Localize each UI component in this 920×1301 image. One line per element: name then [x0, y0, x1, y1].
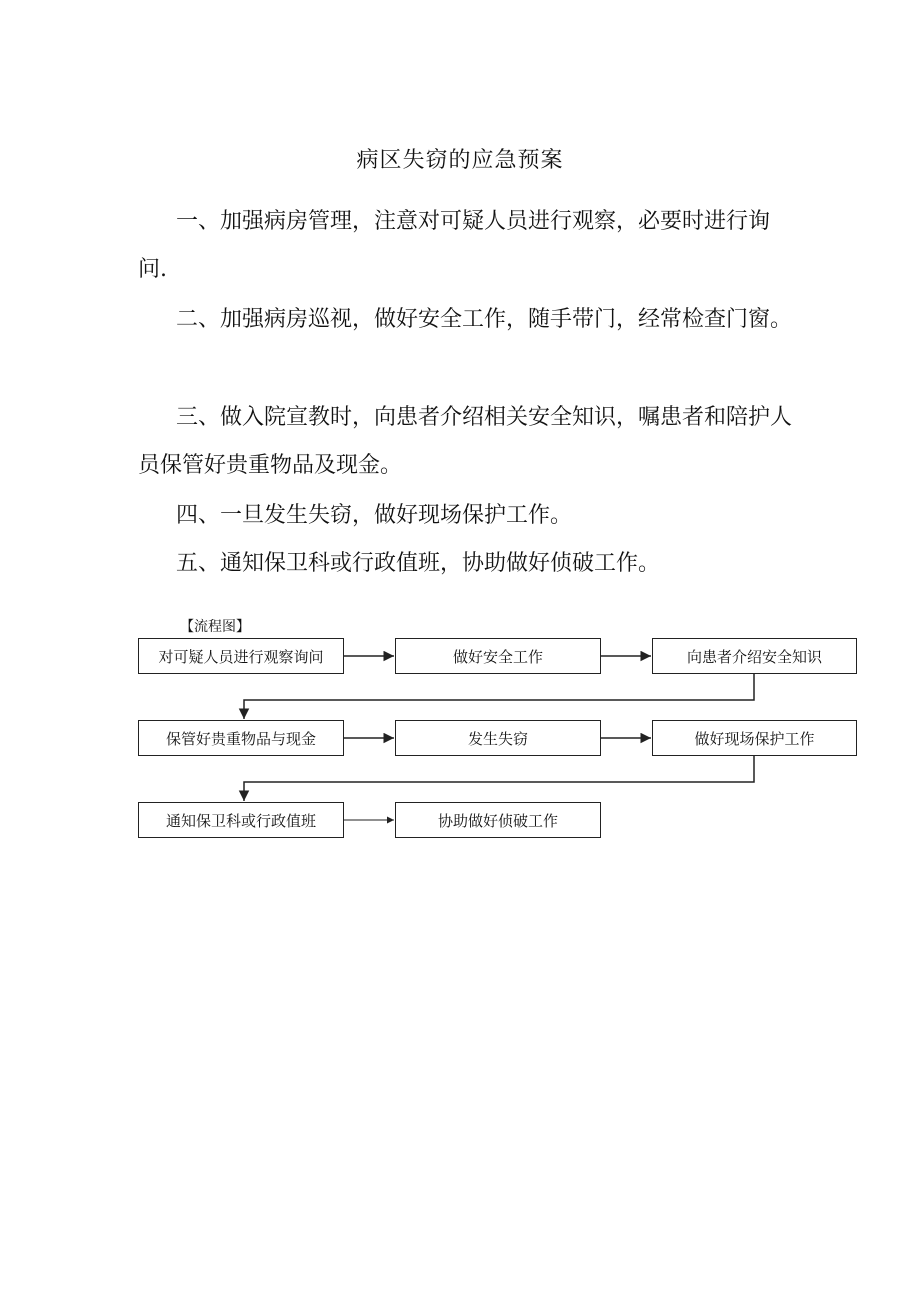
paragraph-4: 四、一旦发生失窃，做好现场保护工作。 [176, 503, 573, 528]
arrow-6-7 [244, 756, 754, 801]
flow-step-5: 发生失窃 [395, 720, 601, 756]
flow-step-1: 对可疑人员进行观察询问 [138, 638, 344, 674]
paragraph-5: 五、通知保卫科或行政值班，协助做好侦破工作。 [176, 551, 661, 576]
arrow-3-4 [244, 674, 754, 719]
flow-step-2: 做好安全工作 [395, 638, 601, 674]
flow-step-3: 向患者介绍安全知识 [652, 638, 857, 674]
flow-step-7: 通知保卫科或行政值班 [138, 802, 344, 838]
paragraph-3: 三、做入院宣教时，向患者介绍相关安全知识，嘱患者和陪护人员保管好贵重物品及现金。 [138, 405, 793, 478]
document-title: 病区失窃的应急预案 [356, 148, 564, 173]
flow-step-4: 保管好贵重物品与现金 [138, 720, 344, 756]
paragraph-2: 二、加强病房巡视，做好安全工作，随手带门，经常检查门窗。 [176, 307, 793, 332]
flow-step-8: 协助做好侦破工作 [395, 802, 601, 838]
flow-step-6: 做好现场保护工作 [652, 720, 857, 756]
flowchart-label: 【流程图】 [180, 619, 250, 635]
paragraph-1: 一、加强病房管理，注意对可疑人员进行观察，必要时进行询问. [138, 209, 771, 282]
